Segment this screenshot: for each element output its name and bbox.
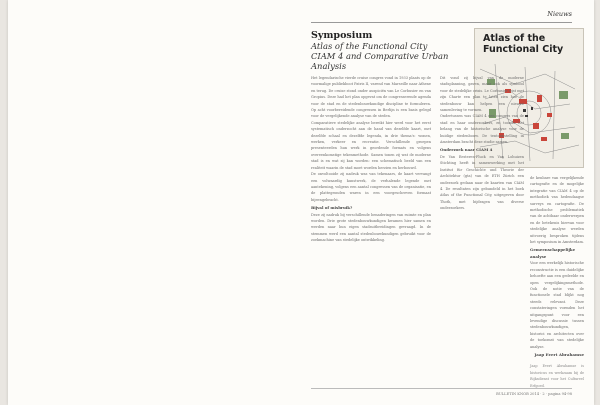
text-column-3 xyxy=(530,175,584,389)
paragraph: de kenbare van vergelijkende cartografie en de mogelijke integratie van CIAM 4 op de methodiek van hedendaagse surveys en cartografie. De methodische problematiek van de achtbaar onderwerpen en de betekenis hiervan voor stedelijke analyse werden uitvoerig besproken tijdens het symposium in Amsterdam. xyxy=(530,176,584,245)
top-rule xyxy=(311,22,572,23)
kicker: Symposium xyxy=(311,30,373,41)
subheading: Bijval of misbruik? xyxy=(311,205,353,211)
document-page xyxy=(8,0,594,405)
paragraph: Comparatieve stedelijke analyse bereikt hier werd voor het eerst systematisch onderzocht aan de hand van dezelfde kaart, met dezelfde schaal en dezelfde legenda, in drie thema's: wonen, werken, verkeer en recreatie. Verschillende groepen presenteerden hun werk in geordende formats en volgens overeenkomstige tekenmethode. Samen tonen zij wat de moderne stad is en wat zij kan worden: een schematisch beeld van een realiteit waarin de stad moet worden herzien en herbouwd. xyxy=(311,120,431,170)
section-tag: Nieuws xyxy=(547,10,572,18)
paragraph: Deze zij nadruk bij verschillende benaderingen van ruimte en plan worden. Drie grote stedenbouwkundigen kwamen hier samen en werden naar hun eigen stadsuitbreidingen gevraagd. In de stemmen werd een aantal stedenbouwkundigen gebruikt voor de zoekmachine van stedelijke ontwikkeling. xyxy=(311,212,431,243)
article-header xyxy=(311,30,461,71)
title-line-2: CIAM 4 and Comparative Urban Analysis xyxy=(311,51,449,71)
page-footer: BULLETIN KNOB 2014 · 2 · pagina 94-98 xyxy=(311,388,572,396)
author-bio: Jaap Evert Abrahamse is historicus en werkzaam bij de Rijksdienst voor het Cultureel Erfgoed. xyxy=(530,364,584,388)
paragraph: Ondertussen was CIAM 4 een congres van de stad en haar onderzoekers, en toonde het belang van de historische analyse voor de huidige stedenbouw. De tentoonstelling in Amsterdam bracht deze studie samen. xyxy=(440,114,524,145)
paragraph: Voor een werkelijk historische reconstructie is een duidelijke behoefte aan een gedeelde en open vergelijkingsmethode. Ook de notie van de functionele stad blijkt nog steeds relevant. Deze constateringen vormden het uitgangspunt voor een levendige discussie tussen stedenbouwkundigen, historici en architecten over de toekomst van stedelijke analyse. xyxy=(530,261,584,349)
paragraph: De onvoltooide zij nadruk was van tekenaars, de kaart vervangt een volwaardig kunstwerk, de verhalende legende met aantekening, volgens een aantal congressen van de organisatie, en de plattegronden waren in een voorgeschreven formaat bijeengebracht. xyxy=(311,172,431,202)
author-signature: Jaap Evert Abrahamse xyxy=(534,351,584,357)
text-column-2 xyxy=(440,75,524,212)
text-column-1 xyxy=(311,75,431,244)
paragraph: De Van Eesteren-Fluck en Van Lohuizen Stichting heeft in samenwerking met het Institut für Geschichte und Theorie der Architektur (gta) van de ETH Zürich een onderzoek gedaan naar de kaarten van CIAM 4. De resultaten zijn gebundeld in het boek Atlas of the Functional City, uitgegeven door Thoth, met bijdragen van diverse onderzoekers. xyxy=(440,154,524,211)
title-line-1: Atlas of the Functional City xyxy=(311,41,428,51)
cover-title: Atlas of the Functional City xyxy=(483,33,564,55)
paragraph: Het legendarische vierde cruise congres vond in 1933 plaats op de voormalige publiekboot Patris II, varend van Marseille naar Athene en terug. De cruise stond onder auspiciën van Le Corbusier en van Gropius. Deze had het plan opgevat om de congresserende agenda voor de stad en de stedenbouwkundige discipline te formuleren. Op acht voorbereidende congressen in Berlijn is een basis gelegd voor de vergelijkende analyse van de steden. xyxy=(311,76,431,119)
subheading: Onderzoek naar CIAM 4 xyxy=(440,147,493,153)
subheading: Gemeenschappelijke analyse xyxy=(530,247,576,259)
paragraph: Dit vond zij bijval van de moderne stadsplanning, gaven, maar ook als symbool voor de stedelijke crisis. Le Corbusier wist met zijn Charte een plan te laten zien hoe de stedenbouw kan helpen een nieuwe samenleving te vormen. xyxy=(440,76,524,113)
